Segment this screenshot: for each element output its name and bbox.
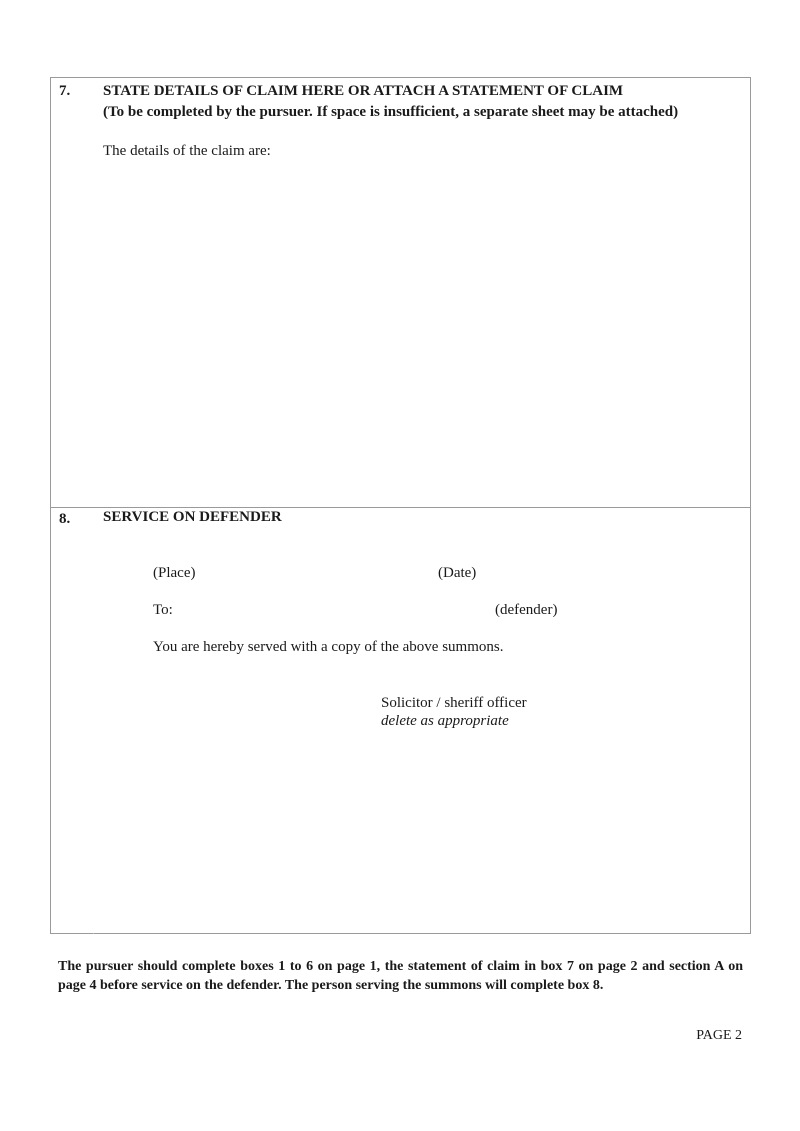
signatory-label: Solicitor / sheriff officer <box>381 695 527 711</box>
footer-instructions: The pursuer should complete boxes 1 to 6 on page 1, the statement of claim in box 7 on page 2 and section A on page 4 before service on the defender. The person serving the summons will complete box 8. <box>58 959 743 993</box>
section-7-statement-of-claim <box>51 78 750 508</box>
section-8-heading: SERVICE ON DEFENDER <box>103 509 282 525</box>
date-label: (Date) <box>438 565 477 581</box>
page-number: PAGE 2 <box>696 1028 742 1043</box>
place-label: (Place) <box>153 565 196 581</box>
delete-as-appropriate-note: delete as appropriate <box>381 713 509 729</box>
claim-details-area[interactable] <box>103 168 733 488</box>
section-7-number: 7. <box>59 83 71 99</box>
scan-mark <box>93 933 94 934</box>
section-8-number: 8. <box>59 511 71 527</box>
claim-details-label: The details of the claim are: <box>103 143 271 159</box>
served-statement: You are hereby served with a copy of the above summons. <box>153 639 504 655</box>
claim-form-box <box>50 77 751 934</box>
section-8-service-on-defender <box>51 508 750 933</box>
to-label: To: <box>153 602 173 618</box>
defender-label: (defender) <box>495 602 558 618</box>
section-7-heading: STATE DETAILS OF CLAIM HERE OR ATTACH A STATEMENT OF CLAIM <box>103 83 624 99</box>
section-7-subheading: (To be completed by the pursuer. If space is insufficient, a separate sheet may be attached) <box>103 104 679 120</box>
